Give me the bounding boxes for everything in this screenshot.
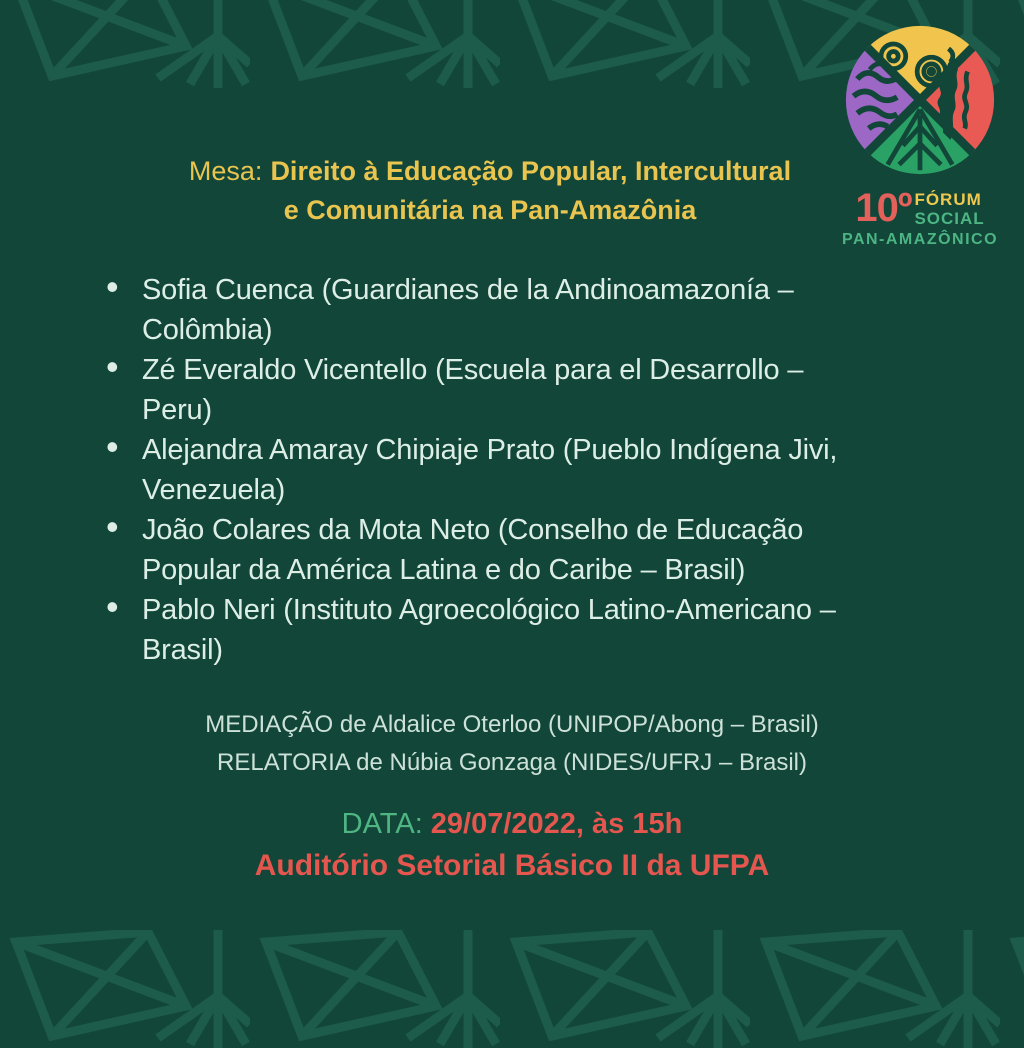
- credits-block: [0, 706, 1024, 782]
- date-label: DATA:: [341, 808, 423, 840]
- panel-title: [0, 152, 980, 230]
- forum-edition-number: 10º: [855, 186, 912, 230]
- forum-logo-wordmark: [836, 188, 1004, 249]
- speaker-list-item: • João Colares da Mota Neto (Conselho de Educação Popular da América Latina e do Caribe – Brasil): [100, 510, 872, 590]
- pan-amazonico-word: PAN-AMAZÔNICO: [841, 231, 999, 248]
- social-word: SOCIAL: [914, 209, 985, 228]
- venue-line: Auditório Setorial Básico II da UFPA: [254, 849, 770, 882]
- mediation-line: MEDIAÇÃO de Aldalice Oterloo (UNIPOP/Abong – Brasil): [205, 711, 819, 738]
- date-line: [0, 804, 1024, 845]
- speaker-list-item: • Alejandra Amaray Chipiaje Prato (Pueblo Indígena Jivi, Venezuela): [100, 430, 872, 510]
- rapporteur-line: RELATORIA de Núbia Gonzaga (NIDES/UFRJ – Brasil): [217, 749, 807, 776]
- forum-logo: [836, 24, 1004, 249]
- schedule-block: [0, 804, 1024, 886]
- speaker-list-item: • Pablo Neri (Instituto Agroecológico Latino-Americano – Brasil): [100, 590, 872, 670]
- title-prefix: Mesa:: [188, 156, 263, 186]
- speaker-list-item: • Zé Everaldo Vicentello (Escuela para el Desarrollo – Peru): [100, 350, 872, 430]
- title-line2: e Comunitária na Pan-Amazônia: [283, 195, 697, 225]
- forum-word: FÓRUM: [914, 190, 982, 209]
- date-value: 29/07/2022, às 15h: [430, 808, 683, 840]
- title-line1: Direito à Educação Popular, Intercultural: [270, 156, 792, 186]
- leaf-pattern-bottom-border: [0, 930, 1024, 1048]
- speakers-list: [100, 270, 872, 670]
- speaker-list-item: • Sofia Cuenca (Guardianes de la Andinoamazonía – Colômbia): [100, 270, 872, 350]
- forum-logo-emblem-icon: [844, 24, 996, 176]
